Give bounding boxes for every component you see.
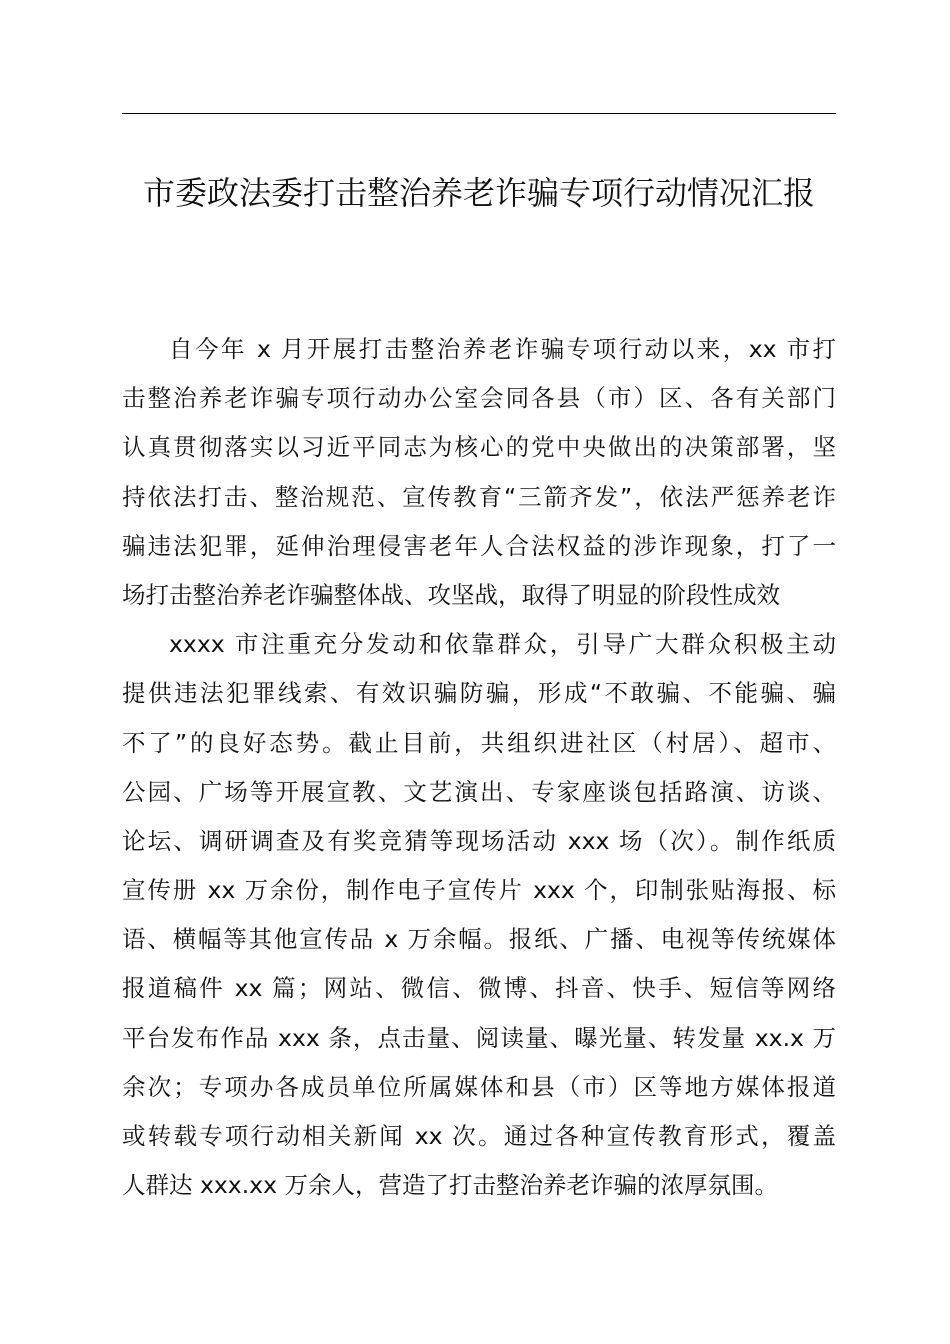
paragraph-line: xxxx 市注重充分发动和依靠群众，引导广大群众积极主动: [169, 630, 836, 659]
paragraph-line: 公园、广场等开展宣教、文艺演出、专家座谈包括路演、访谈、: [122, 777, 836, 806]
paragraph-line: 论坛、调研调查及有奖竞猜等现场活动 xxx 场（次）。制作纸质: [122, 826, 836, 855]
paragraph-line: 不了”的良好态势。截止目前，共组织进社区（村居）、超市、: [122, 728, 836, 757]
paragraph-line: 余次；专项办各成员单位所属媒体和县（市）区等地方媒体报道: [122, 1072, 836, 1101]
paragraph-line: 击整治养老诈骗专项行动办公室会同各县（市）区、各有关部门: [122, 384, 836, 413]
paragraph-line: 持依法打击、整治规范、宣传教育“三箭齐发”，依法严惩养老诈: [122, 482, 836, 511]
paragraph-line: 人群达 xxx.xx 万余人，营造了打击整治养老诈骗的浓厚氛围。: [122, 1171, 778, 1200]
paragraph-line: 场打击整治养老诈骗整体战、攻坚战，取得了明显的阶段性成效: [122, 580, 780, 609]
paragraph-line: 自今年 x 月开展打击整治养老诈骗专项行动以来，xx 市打: [169, 335, 836, 363]
paragraph-line: 平台发布作品 xxx 条，点击量、阅读量、曝光量、转发量 xx.x 万: [122, 1023, 836, 1052]
header-rule: [122, 113, 836, 114]
paragraph-line: 提供违法犯罪线索、有效识骗防骗，形成“不敢骗、不能骗、骗: [122, 679, 836, 708]
paragraph-line: 认真贯彻落实以习近平同志为核心的党中央做出的决策部署，坚: [122, 433, 836, 462]
paragraph-line: 报道稿件 xx 篇；网站、微信、微博、抖音、快手、短信等网络: [122, 974, 836, 1003]
paragraph-line: 或转载专项行动相关新闻 xx 次。通过各种宣传教育形式，覆盖: [122, 1122, 836, 1150]
paragraph-line: 骗违法犯罪，延伸治理侵害老年人合法权益的涉诈现象，打了一: [122, 531, 836, 560]
paragraph-line: 语、横幅等其他宣传品 x 万余幅。报纸、广播、电视等传统媒体: [122, 925, 836, 954]
document-body: [122, 325, 836, 1210]
paragraph: [122, 325, 836, 620]
paragraph: [122, 620, 836, 1210]
paragraph-line: 宣传册 xx 万余份，制作电子宣传片 xxx 个，印制张贴海报、标: [122, 876, 836, 905]
document-title: 市委政法委打击整治养老诈骗专项行动情况汇报: [142, 174, 815, 212]
